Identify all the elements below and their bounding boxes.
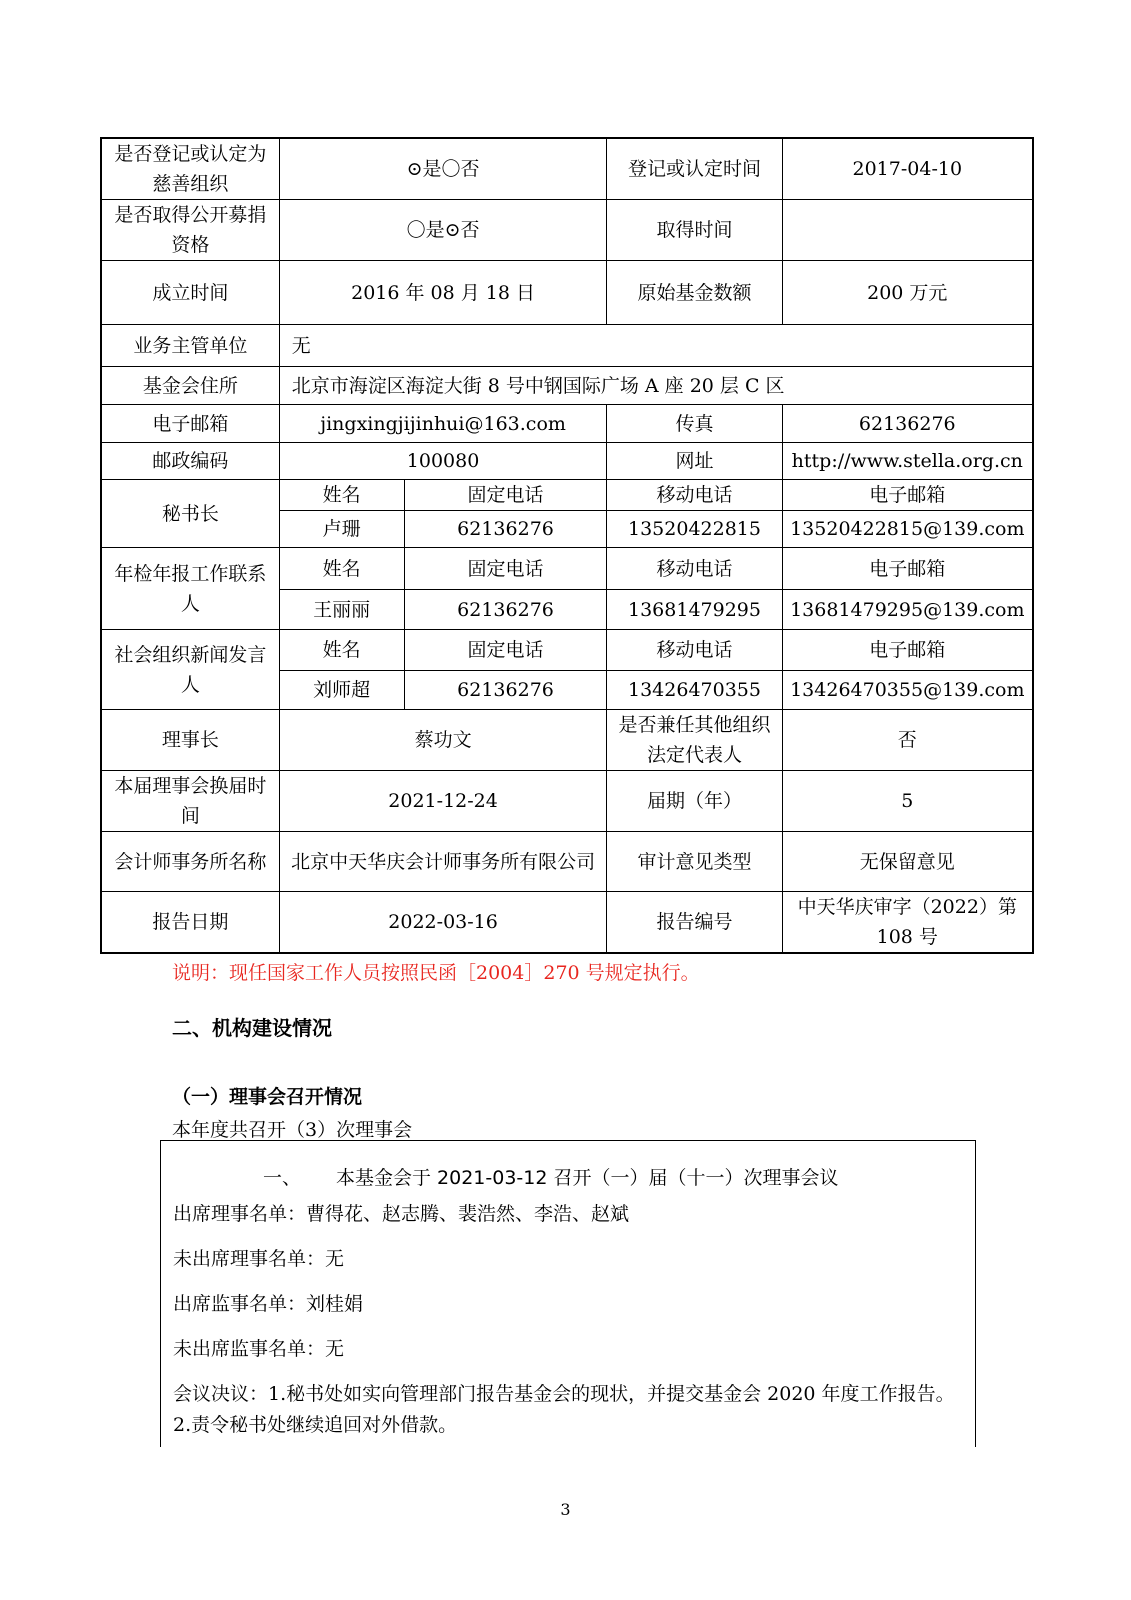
spokesperson-email: 13426470355@139.com: [782, 671, 1033, 710]
value-postcode: 100080: [279, 443, 607, 480]
label-report-date: 报告日期: [101, 892, 279, 954]
label-other-legal-rep: 是否兼任其他组织法定代表人: [607, 710, 782, 771]
secretary-name: 卢珊: [279, 511, 404, 548]
header-name: 姓名: [279, 630, 404, 671]
value-audit-opinion: 无保留意见: [782, 832, 1033, 892]
header-name: 姓名: [279, 480, 404, 511]
label-supervisor-unit: 业务主管单位: [101, 325, 279, 367]
value-other-legal-rep: 否: [782, 710, 1033, 771]
attending-supervisors: 出席监事名单：刘桂娟: [173, 1293, 364, 1315]
secretary-phone: 62136276: [404, 511, 607, 548]
value-website: http://www.stella.org.cn: [782, 443, 1033, 480]
meeting-box: [160, 1140, 976, 1447]
label-annual-contact: 年检年报工作联系人: [101, 548, 279, 630]
label-email: 电子邮箱: [101, 405, 279, 443]
meeting-count: 本年度共召开（3）次理事会: [172, 1119, 413, 1141]
header-mobile: 移动电话: [607, 480, 782, 511]
label-audit-opinion: 审计意见类型: [607, 832, 782, 892]
value-chairman: 蔡功文: [279, 710, 607, 771]
annual-contact-name: 王丽丽: [279, 590, 404, 630]
value-address: 北京市海淀区海淀大街 8 号中钢国际广场 A 座 20 层 C 区: [279, 367, 1033, 405]
secretary-email: 13520422815@139.com: [782, 511, 1033, 548]
label-website: 网址: [607, 443, 782, 480]
label-accounting-firm: 会计师事务所名称: [101, 832, 279, 892]
value-fax: 62136276: [782, 405, 1033, 443]
header-phone: 固定电话: [404, 630, 607, 671]
label-term: 届期（年）: [607, 771, 782, 832]
label-spokesperson: 社会组织新闻发言人: [101, 630, 279, 710]
value-obtained-time: [782, 200, 1033, 261]
annual-contact-mobile: 13681479295: [607, 590, 782, 630]
header-name: 姓名: [279, 548, 404, 590]
page-number: 3: [560, 1500, 571, 1519]
attending-directors: 出席理事名单：曹得花、赵志腾、裴浩然、李浩、赵斌: [173, 1203, 630, 1225]
header-email: 电子邮箱: [782, 548, 1033, 590]
label-public-fundraising: 是否取得公开募捐资格: [101, 200, 279, 261]
label-established: 成立时间: [101, 261, 279, 325]
header-phone: 固定电话: [404, 548, 607, 590]
value-registration-time: 2017-04-10: [782, 138, 1033, 200]
label-chairman: 理事长: [101, 710, 279, 771]
spokesperson-mobile: 13426470355: [607, 671, 782, 710]
absent-supervisors: 未出席监事名单：无: [173, 1338, 345, 1360]
label-obtained-time: 取得时间: [607, 200, 782, 261]
header-email: 电子邮箱: [782, 630, 1033, 671]
label-secretary: 秘书长: [101, 480, 279, 548]
subsection-title: （一）理事会召开情况: [172, 1086, 363, 1108]
value-supervisor-unit: 无: [279, 325, 1033, 367]
header-mobile: 移动电话: [607, 630, 782, 671]
foundation-info-table: [100, 137, 1034, 954]
annual-contact-email: 13681479295@139.com: [782, 590, 1033, 630]
header-phone: 固定电话: [404, 480, 607, 511]
meeting-title-text: 本基金会于 2021-03-12 召开（一）届（十一）次理事会议: [336, 1167, 839, 1189]
label-postcode: 邮政编码: [101, 443, 279, 480]
meeting-resolution: 会议决议：1.秘书处如实向管理部门报告基金会的现状，并提交基金会 2020 年度工作报告。 2.责令秘书处继续追回对外借款。: [173, 1383, 955, 1436]
label-board-election: 本届理事会换届时间: [101, 771, 279, 832]
value-original-fund: 200 万元: [782, 261, 1033, 325]
absent-directors: 未出席理事名单：无: [173, 1248, 345, 1270]
value-charity-registered: ⊙是〇否: [279, 138, 607, 200]
value-public-fundraising: 〇是⊙否: [279, 200, 607, 261]
label-registration-time: 登记或认定时间: [607, 138, 782, 200]
header-email: 电子邮箱: [782, 480, 1033, 511]
value-report-date: 2022-03-16: [279, 892, 607, 954]
spokesperson-phone: 62136276: [404, 671, 607, 710]
header-mobile: 移动电话: [607, 548, 782, 590]
label-address: 基金会住所: [101, 367, 279, 405]
label-report-number: 报告编号: [607, 892, 782, 954]
value-established: 2016 年 08 月 18 日: [279, 261, 607, 325]
value-term: 5: [782, 771, 1033, 832]
value-accounting-firm: 北京中天华庆会计师事务所有限公司: [279, 832, 607, 892]
label-fax: 传真: [607, 405, 782, 443]
value-report-number: 中天华庆审字（2022）第108 号: [782, 892, 1033, 954]
value-email: jingxingjijinhui@163.com: [279, 405, 607, 443]
note-text: 说明：现任国家工作人员按照民函［2004］270 号规定执行。: [172, 962, 700, 984]
annual-contact-phone: 62136276: [404, 590, 607, 630]
label-original-fund: 原始基金数额: [607, 261, 782, 325]
value-board-election: 2021-12-24: [279, 771, 607, 832]
spokesperson-name: 刘师超: [279, 671, 404, 710]
label-charity-registered: 是否登记或认定为慈善组织: [101, 138, 279, 200]
section-title: 二、机构建设情况: [172, 1016, 332, 1040]
meeting-number: 一、: [263, 1167, 302, 1189]
secretary-mobile: 13520422815: [607, 511, 782, 548]
